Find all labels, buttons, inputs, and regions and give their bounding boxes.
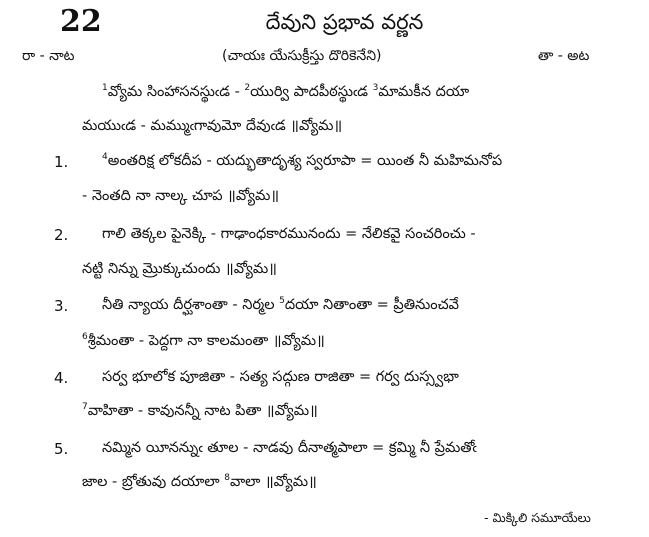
footnote-marker: 3 [372, 83, 379, 94]
footnote-marker: 1 [102, 83, 108, 94]
verse-number: 3. [54, 297, 69, 315]
lyric-text: జాల - బ్రోతువు దయాలా [82, 474, 225, 490]
footnote-marker: 4 [102, 152, 108, 163]
lyric-text: దయా నితాంతా = ప్రీతినుంచవే [284, 297, 459, 313]
pallavi-line-1 [102, 84, 469, 104]
lyric-text: మామకీన దయా [378, 84, 470, 100]
lyric-text: శ్రీమంతా - పెద్దగా నా కాలమంతా ॥వ్యోమ॥ [87, 333, 325, 349]
verse-number: 2. [54, 226, 69, 244]
footnote-marker: 6 [82, 332, 88, 343]
verse-5-line-1: నమ్మిన యీనన్నుఁ తూల - నాడవు దీనాత్మపాలా = క్రమ్మి నీ ప్రేమతోఁ [102, 440, 477, 456]
footnote-marker: 8 [224, 473, 230, 484]
lyric-text: వాలా ॥వ్యోమ॥ [229, 474, 317, 490]
verse-4-line-1: సర్వ భూలోక పూజితా - సత్య సద్గుణ రాజితా = గర్వ దుస్స్వభా [102, 369, 459, 385]
verse-4-line-2 [82, 403, 318, 423]
song-number: 22 [60, 4, 102, 39]
pallavi-line-2: మయుఁడ - మమ్ముఁగావుమో దేవుఁడ ॥వ్యోమ॥ [82, 118, 343, 134]
lyric-text: అంతరిక్ష లోకదీప - యద్భుతాదృశ్య స్వరూపా = యింత నీ మహిమనోప [107, 153, 503, 169]
footnote-marker: 5 [279, 296, 285, 307]
tune-reference: (చాయః యేసుక్రీస్తు దొరికెనేని) [222, 48, 382, 64]
verse-2-line-1: గాలి తెక్కల పైనెక్కి - గాఢాంధకారమునందు = నేలికవై సంచరించు - [102, 226, 476, 242]
verse-2-line-2: నట్టి నిన్ను మ్రొక్కుచుందు ॥వ్యోమ॥ [82, 261, 277, 277]
verse-1-line-2: - నెంతది నా నాల్క చూప ॥వ్యోమ॥ [82, 188, 280, 204]
verse-number: 4. [54, 369, 69, 387]
lyric-text: యుర్వి పాదపీఠస్థుఁడ [250, 84, 373, 100]
song-title: దేవుని ప్రభావ వర్ణన [265, 10, 424, 34]
verse-3-line-2 [82, 333, 325, 353]
lyric-text: వ్యోమ సింహాసనస్థుఁడ - [107, 84, 245, 100]
tala-label: తా - అట [538, 48, 590, 64]
footnote-marker: 7 [82, 402, 88, 413]
footnote-marker: 2 [244, 83, 251, 94]
verse-3-line-1 [102, 297, 459, 317]
verse-number: 5. [54, 440, 69, 458]
author-credit: - మిక్కిలి సమూయేలు [484, 510, 591, 525]
raga-label: రా - నాట [22, 48, 75, 64]
verse-number: 1. [54, 153, 69, 171]
lyric-text: వాహితా - కావునన్నీ నాట పితా ॥వ్యోమ॥ [87, 403, 318, 419]
lyric-text: నీతి న్యాయ దీర్ఘశాంతా - నిర్మల [102, 297, 280, 313]
verse-1-line-1 [102, 153, 502, 173]
verse-5-line-2 [82, 474, 317, 494]
